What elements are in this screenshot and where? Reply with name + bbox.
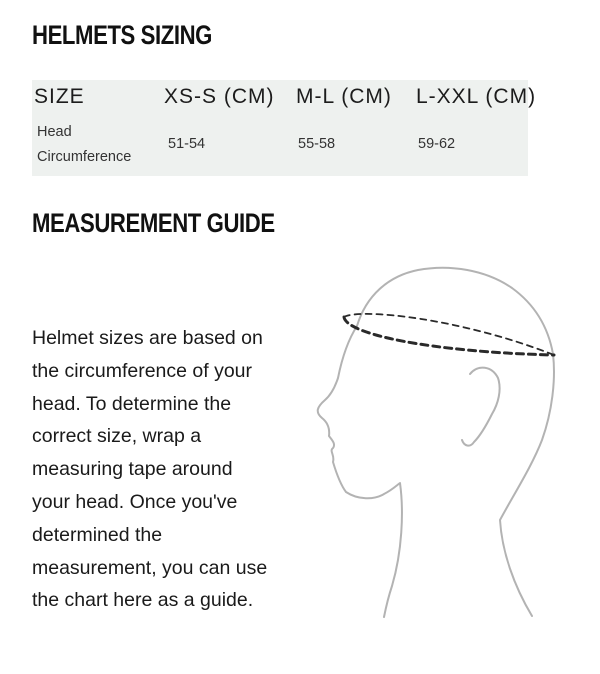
table-header-m-l: M-L (CM): [296, 85, 392, 108]
helmets-sizing-title: HELMETS SIZING: [32, 20, 213, 50]
skull-outline: [357, 268, 554, 616]
table-header-size: SIZE: [34, 85, 85, 108]
row-label-head-circumference: [37, 120, 157, 170]
face-profile-outline: [318, 326, 402, 617]
value-m-l: 55-58: [298, 136, 336, 152]
row-label-line-1: Head: [37, 124, 72, 140]
measuring-tape-front: [344, 317, 554, 355]
value-l-xxl: 59-62: [418, 136, 456, 152]
row-label-line-2: Circumference: [37, 149, 132, 165]
ear-outline: [462, 368, 500, 446]
size-table: [32, 80, 537, 176]
measurement-guide-text: Helmet sizes are based on the circumference of your head. To determine the correct size, wrap a measuring tape around your head. Once you've determined the measurement, you can use the chart here as a guide.: [32, 327, 268, 612]
head-measurement-illustration: [300, 262, 570, 642]
table-header-l-xxl: L-XXL (CM): [416, 85, 537, 108]
table-header-xs-s: XS-S (CM): [164, 85, 275, 108]
measurement-guide-title: MEASUREMENT GUIDE: [32, 208, 275, 238]
value-xs-s: 51-54: [168, 136, 206, 152]
